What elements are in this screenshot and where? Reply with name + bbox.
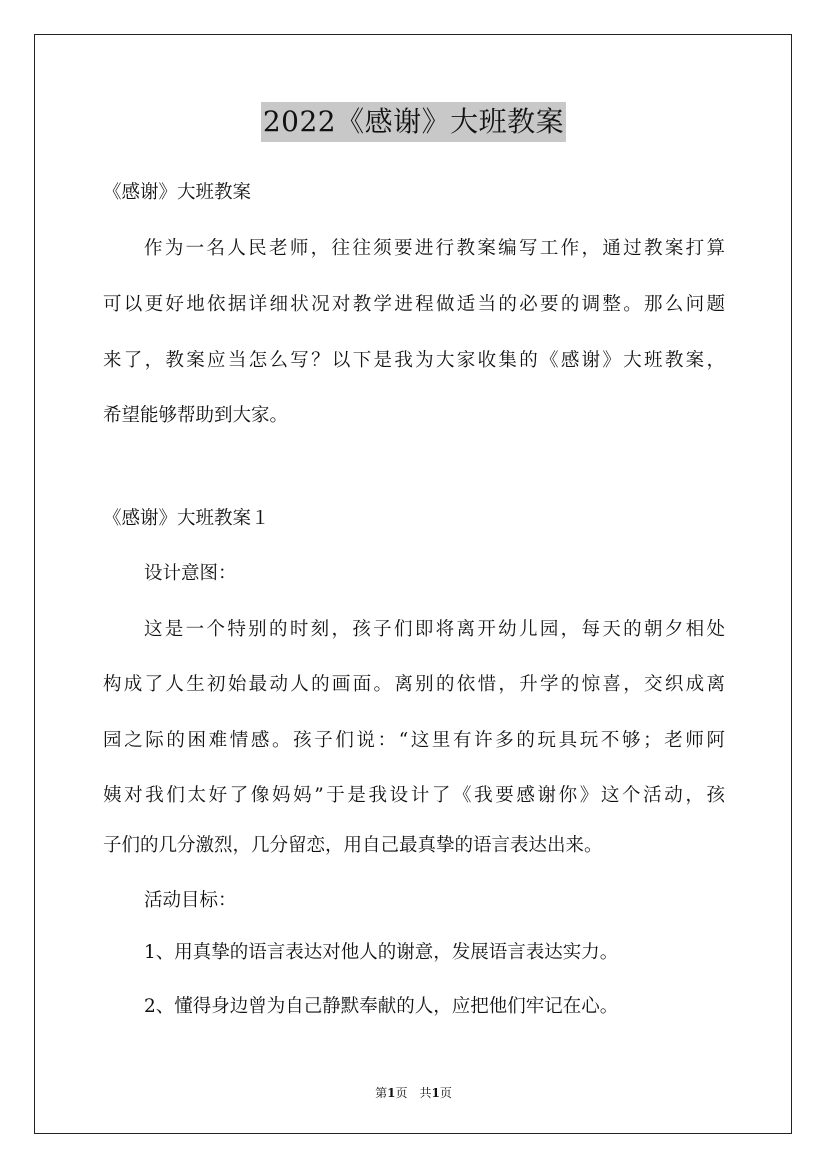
intro-line-3: 来了，教案应当怎么写？以下是我为大家收集的《感谢》大班教案，: [103, 350, 725, 371]
design-line-5: 子们的几分激烈，几分留恋，用自己最真挚的语言表达出来。: [103, 835, 603, 856]
footer-page-number: 1: [387, 1086, 396, 1100]
page-footer: [0, 1085, 827, 1101]
section-heading: 《感谢》大班教案１: [103, 508, 270, 529]
document-title-text: 2022《感谢》大班教案: [261, 102, 566, 142]
design-line-4: 姨对我们太好了像妈妈”于是我设计了《我要感谢你》这个活动，孩: [103, 785, 725, 806]
footer-page-prefix: 第: [375, 1086, 388, 1100]
intro-line-4: 希望能够帮助到大家。: [103, 405, 289, 426]
design-line-2: 构成了人生初始最动人的画面。离别的依惜，升学的惊喜，交织成离: [103, 674, 725, 695]
goals-label: 活动目标：: [144, 890, 237, 911]
design-line-1: 这是一个特别的时刻，孩子们即将离开幼儿园，每天的朝夕相处: [144, 619, 725, 640]
intro-line-2: 可以更好地依据详细状况对教学进程做适当的必要的调整。那么问题: [103, 294, 725, 315]
footer-page-mid: 页 共: [395, 1086, 432, 1100]
footer-page-total: 1: [431, 1086, 440, 1100]
footer-page-suffix: 页: [439, 1086, 452, 1100]
design-label: 设计意图：: [144, 563, 237, 584]
design-line-3: 园之际的困难情感。孩子们说：“这里有许多的玩具玩不够；老师阿: [103, 730, 725, 751]
intro-line-1: 作为一名人民老师，往往须要进行教案编写工作，通过教案打算: [144, 238, 725, 259]
document-subtitle: 《感谢》大班教案: [103, 182, 252, 203]
goal-item-1: 1、用真挚的语言表达对他人的谢意，发展语言表达实力。: [144, 942, 619, 963]
document-title: [0, 101, 827, 142]
goal-item-2: 2、懂得身边曾为自己静默奉献的人，应把他们牢记在心。: [144, 996, 619, 1017]
